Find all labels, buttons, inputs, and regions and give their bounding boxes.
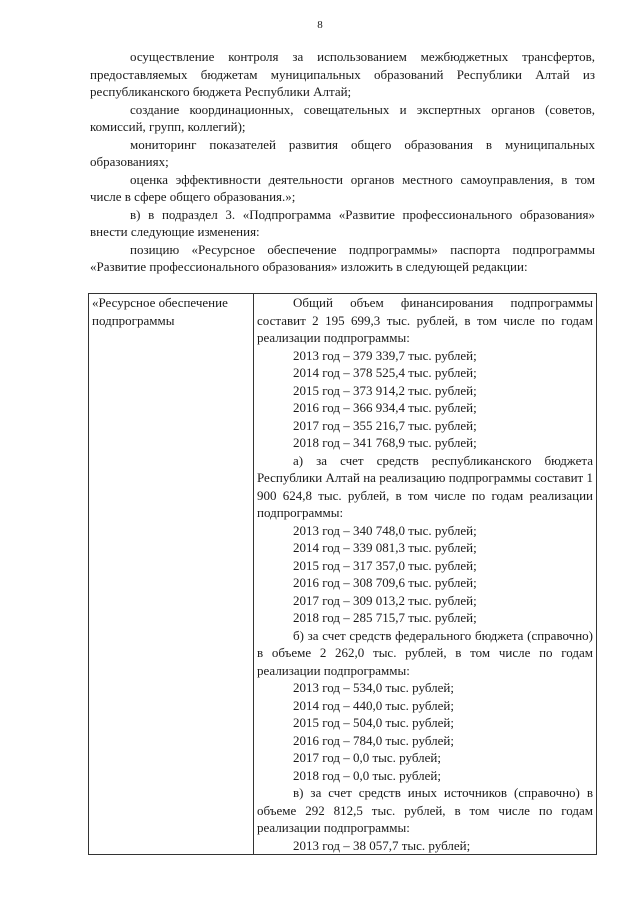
year-line: 2017 год – 309 013,2 тыс. рублей; [293,592,477,608]
table-left-cell [89,294,254,855]
year-line: 2016 год – 366 934,4 тыс. рублей; [293,400,477,415]
year-line: 2014 год – 440,0 тыс. рублей; [293,697,454,713]
year-line: 2018 год – 0,0 тыс. рублей; [293,767,441,783]
paragraph: мониторинг показателей развития общего образования в муниципальных образованиях; [90,136,595,169]
year-line: 2018 год – 285 715,7 тыс. рублей; [293,610,477,625]
year-line: 2016 год – 308 709,6 тыс. рублей; [293,575,477,590]
year-line: 2015 год – 317 357,0 тыс. рублей; [293,557,477,573]
year-line: 2015 год – 504,0 тыс. рублей; [293,715,454,730]
table-right-cell [254,294,597,855]
paragraph: осуществление контроля за использованием межбюджетных трансфертов, предоставляемых бюджетам муниципальных образований Республики Алтай из республиканского бюджета Республики Алтай; [90,49,595,99]
federal-years-list [257,679,593,784]
year-line: 2013 год – 534,0 тыс. рублей; [293,680,454,695]
page-number: 8 [317,19,323,31]
paragraph: оценка эффективности деятельности органов местного самоуправления, в том числе в сфере общего образования.»; [90,171,595,204]
paragraph: создание координационных, совещательных и экспертных органов (советов, комиссий, групп, коллегий); [90,101,595,134]
year-line: 2014 год – 378 525,4 тыс. рублей; [293,365,477,380]
year-line: 2014 год – 339 081,3 тыс. рублей; [293,540,477,555]
year-line: 2018 год – 341 768,9 тыс. рублей; [293,435,477,450]
federal-funding-text: б) за счет средств федерального бюджета (справочно) в объеме 2 262,0 тыс. рублей, в том числе по годам реализации подпрограммы: [257,627,593,678]
paragraph: позицию «Ресурсное обеспечение подпрограммы» паспорта подпрограммы «Развитие профессионального образования» изложить в следующей редакции: [90,241,595,274]
total-funding-text: Общий объем финансирования подпрограммы составит 2 195 699,3 тыс. рублей, в том числе по годам реализации подпрограммы: [257,295,593,345]
body-text [90,48,595,276]
year-line: 2017 год – 355 216,7 тыс. рублей; [293,417,477,433]
year-line: 2013 год – 38 057,7 тыс. рублей; [293,837,471,853]
republic-years-list [257,522,593,627]
year-line: 2013 год – 340 748,0 тыс. рублей; [293,522,477,538]
year-line: 2016 год – 784,0 тыс. рублей; [293,732,454,748]
republic-funding-text: а) за счет средств республиканского бюджета Республики Алтай на реализацию подпрограммы составит 1 900 624,8 тыс. рублей, в том числе по годам реализации подпрограммы: [257,452,593,520]
position-label: «Ресурсное обеспечение подпрограммы [92,295,228,328]
year-line: 2013 год – 379 339,7 тыс. рублей; [293,347,477,363]
year-line: 2017 год – 0,0 тыс. рублей; [293,750,441,765]
year-line: 2015 год – 373 914,2 тыс. рублей; [293,382,477,398]
table-row [89,294,597,855]
other-years-list [257,837,593,855]
paragraph: в) в подраздел 3. «Подпрограмма «Развитие профессионального образования» внести следующие изменения: [90,206,595,239]
total-years-list [257,347,593,452]
resource-table [88,293,597,855]
other-funding-text: в) за счет средств иных источников (справочно) в объеме 292 812,5 тыс. рублей, в том числе по годам реализации подпрограммы: [257,785,593,835]
